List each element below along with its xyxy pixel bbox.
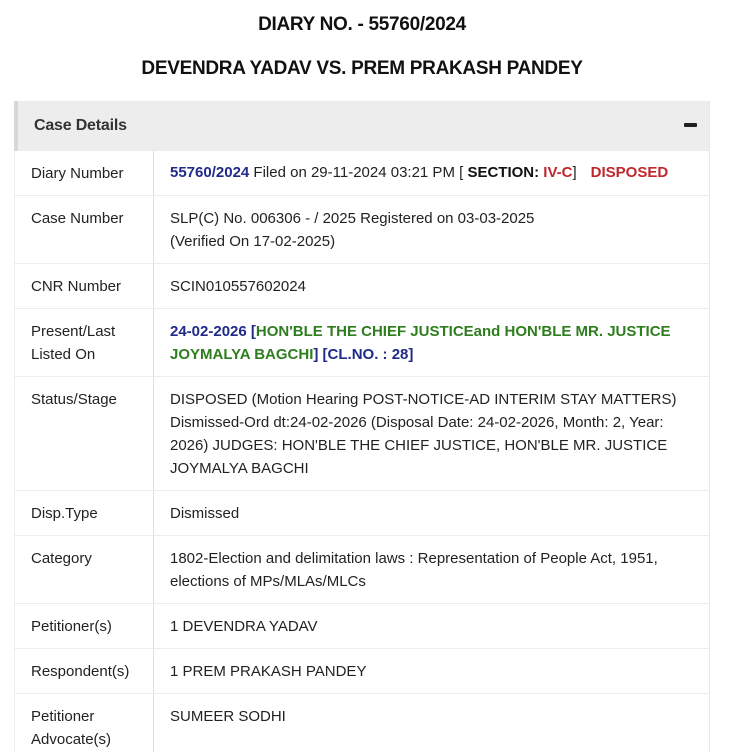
row-disp-type	[15, 491, 710, 536]
value-diary-number	[154, 151, 710, 196]
diary-number-link[interactable]: 55760/2024	[170, 164, 250, 181]
label-petitioners: Petitioner(s)	[15, 604, 154, 649]
value-cnr-number: SCIN010557602024	[154, 264, 710, 309]
case-title: DEVENDRA YADAV VS. PREM PRAKASH PANDEY	[141, 58, 583, 79]
label-disp-type: Disp.Type	[15, 491, 154, 536]
label-petitioner-advocates: Petitioner Advocate(s)	[15, 694, 154, 752]
label-status-stage: Status/Stage	[15, 377, 154, 491]
value-petitioner-advocates: SUMEER SODHI	[154, 694, 710, 752]
panel-title: Case Details	[34, 117, 127, 134]
bench-text: HON'BLE THE CHIEF JUSTICEand HON'BLE MR. JUSTICE JOYMALYA BAGCHI	[170, 323, 671, 363]
case-number-line2: (Verified On 17-02-2025)	[170, 233, 336, 250]
diary-title: DIARY NO. - 55760/2024	[258, 14, 466, 35]
case-number-line1: SLP(C) No. 006306 - / 2025 Registered on 03-03-2025	[170, 210, 535, 227]
bench-open-bracket: [	[246, 323, 256, 340]
row-petitioners	[15, 604, 710, 649]
row-respondents	[15, 649, 710, 694]
label-diary-number: Diary Number	[15, 151, 154, 196]
value-petitioners: 1 DEVENDRA YADAV	[154, 604, 710, 649]
cause-list-number: [CL.NO. : 28]	[318, 346, 414, 363]
row-case-number	[15, 196, 710, 264]
value-listed-on	[154, 309, 710, 377]
value-disp-type: Dismissed	[154, 491, 710, 536]
value-case-number	[154, 196, 710, 264]
section-label: SECTION:	[467, 164, 544, 181]
label-cnr-number: CNR Number	[15, 264, 154, 309]
row-diary-number	[15, 151, 710, 196]
label-listed-on: Present/Last Listed On	[15, 309, 154, 377]
case-details-table	[14, 151, 709, 752]
value-status-stage: DISPOSED (Motion Hearing POST-NOTICE-AD INTERIM STAY MATTERS) Dismissed-Ord dt:24-02-2026 (Disposal Date: 24-02-2026, Month: 2, Year: 2026) JUDGES: HON'BLE THE CHIEF JUSTICE, HON'BLE MR. JUSTICE JOYMALYA BAGCHI	[154, 377, 710, 491]
value-respondents: 1 PREM PRAKASH PANDEY	[154, 649, 710, 694]
listed-date: 24-02-2026	[170, 323, 247, 340]
minus-icon[interactable]	[684, 123, 697, 127]
disposed-badge: DISPOSED	[590, 164, 669, 181]
row-cnr-number	[15, 264, 710, 309]
row-petitioner-advocates	[15, 694, 710, 752]
case-details-panel	[14, 101, 710, 752]
bench-close-bracket: ]	[313, 346, 319, 363]
row-listed-on	[15, 309, 710, 377]
case-details-header[interactable]	[14, 101, 709, 151]
label-category: Category	[15, 536, 154, 604]
section-close: ]	[572, 164, 577, 181]
row-category	[15, 536, 710, 604]
value-category: 1802-Election and delimitation laws : Representation of People Act, 1951, elections of MPs/MLAs/MLCs	[154, 536, 710, 604]
section-value: IV-C	[543, 164, 573, 181]
filed-on-text: Filed on 29-11-2024 03:21 PM [	[249, 164, 468, 181]
row-status-stage	[15, 377, 710, 491]
label-respondents: Respondent(s)	[15, 649, 154, 694]
label-case-number: Case Number	[15, 196, 154, 264]
